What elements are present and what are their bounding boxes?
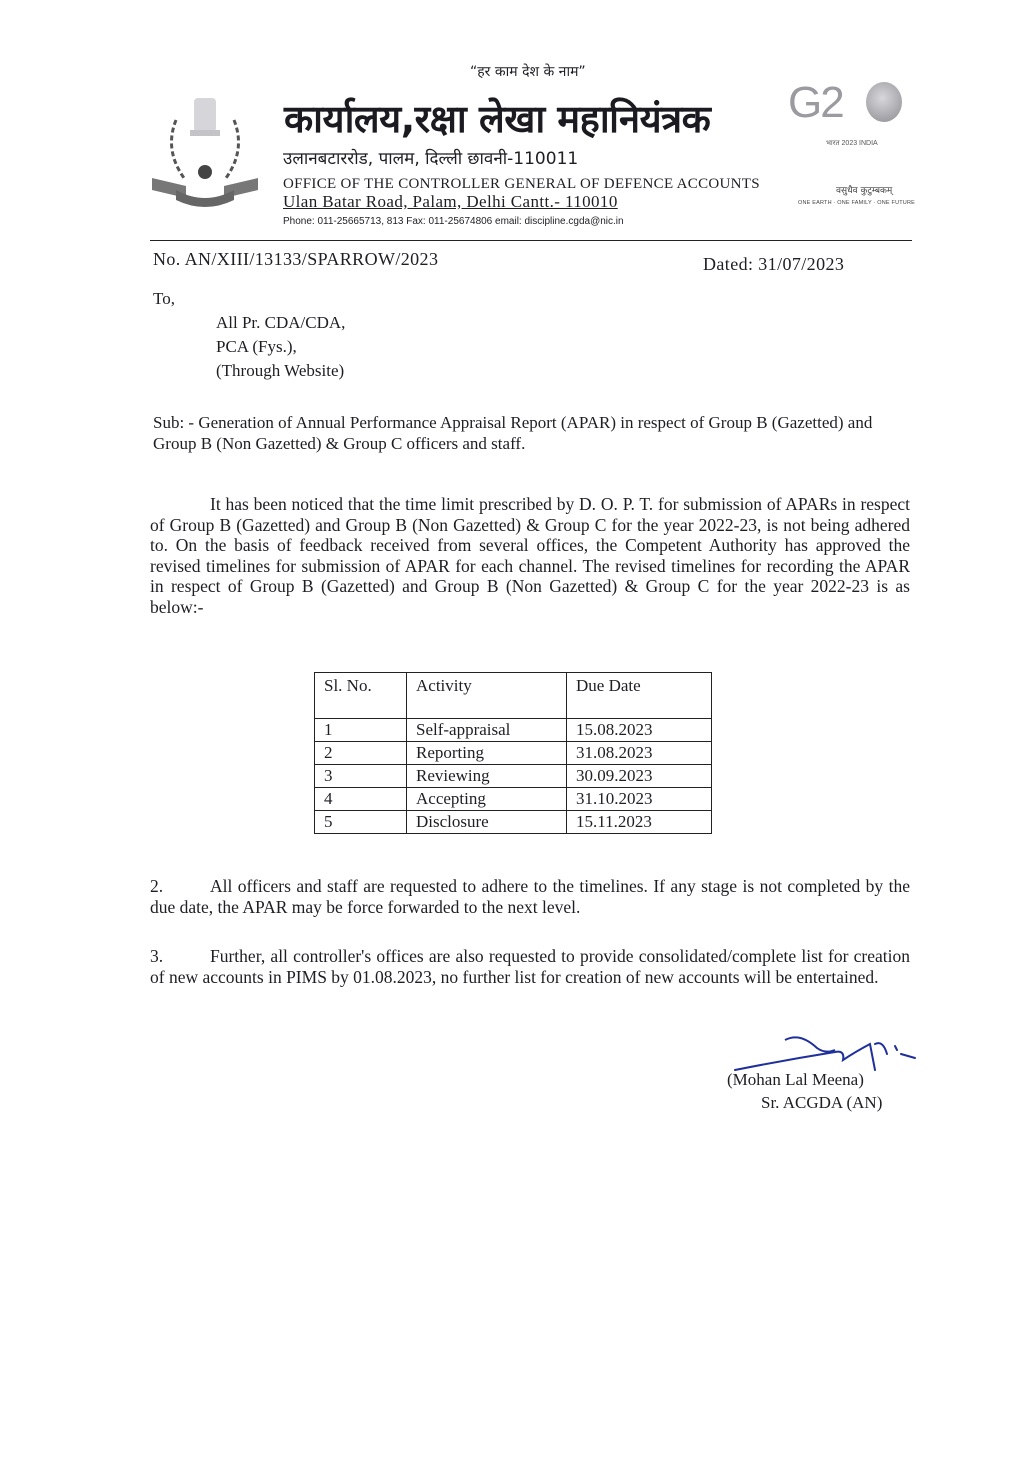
paragraph-1-text: It has been noticed that the time limit prescribed by D. O. P. T. for submission of APARs in respect of Group B (Gazetted) and Group B (Non Gazetted) & Group C for the year 2022-23, is not being adhered to. On the basis of feedback received from several offices, the Competent Authority has approved the revised timelines for submission of APAR for each channel. The revised timelines for recording the APAR in respect of Group B (Gazetted) and Group B (Non Gazetted) & Group C for the year 2022-23 is as below:- bbox=[150, 494, 910, 617]
cell-due-date: 15.11.2023 bbox=[567, 811, 712, 834]
header-due-date: Due Date bbox=[567, 673, 712, 719]
paragraph-2-number: 2. bbox=[150, 876, 164, 896]
header-sl-no: Sl. No. bbox=[315, 673, 407, 719]
to-label: To, bbox=[153, 289, 175, 308]
office-name-english: OFFICE OF THE CONTROLLER GENERAL OF DEFENCE ACCOUNTS bbox=[283, 176, 760, 192]
g20-logo-text: G2 bbox=[788, 78, 843, 127]
signatory-designation: Sr. ACGDA (AN) bbox=[761, 1093, 883, 1112]
office-contact-line: Phone: 011-25665713, 813 Fax: 011-25674806 email: discipline.cgda@nic.in bbox=[283, 216, 624, 227]
paragraph-3-text: Further, all controller's offices are also requested to provide consolidated/complete list for creation of new accounts in PIMS by 01.08.2023, no further list for creation of new accounts will be entertained. bbox=[150, 946, 910, 987]
table-row bbox=[315, 765, 712, 788]
cell-activity: Accepting bbox=[407, 788, 567, 811]
g20-hindi-motto: वसुधैव कुटुम्बकम् bbox=[836, 186, 893, 196]
apar-timeline-table bbox=[314, 672, 712, 834]
cell-activity: Reviewing bbox=[407, 765, 567, 788]
hindi-motto: “हर काम देश के नाम” bbox=[470, 64, 586, 80]
office-address-english: Ulan Batar Road, Palam, Delhi Cantt.- 110010 bbox=[283, 192, 618, 211]
cell-due-date: 15.08.2023 bbox=[567, 719, 712, 742]
table-row bbox=[315, 788, 712, 811]
cell-sl-no: 3 bbox=[315, 765, 407, 788]
paragraph-3-number: 3. bbox=[150, 946, 164, 966]
table-row bbox=[315, 719, 712, 742]
signatory-name: (Mohan Lal Meena) bbox=[727, 1070, 864, 1089]
office-address-hindi: उलानबटाररोड, पालम, दिल्ली छावनी-110011 bbox=[283, 149, 579, 169]
paragraph-2 bbox=[150, 876, 910, 917]
recipient-line: PCA (Fys.), bbox=[216, 337, 297, 356]
header-activity: Activity bbox=[407, 673, 567, 719]
cell-sl-no: 1 bbox=[315, 719, 407, 742]
table-row bbox=[315, 742, 712, 765]
office-title-hindi: कार्यालय,रक्षा लेखा महानियंत्रक bbox=[284, 97, 711, 141]
letter-date: Dated: 31/07/2023 bbox=[703, 254, 845, 274]
cell-sl-no: 4 bbox=[315, 788, 407, 811]
cell-activity: Self-appraisal bbox=[407, 719, 567, 742]
letterhead-divider bbox=[150, 240, 912, 241]
cell-activity: Disclosure bbox=[407, 811, 567, 834]
recipient-line: (Through Website) bbox=[216, 361, 345, 380]
table-row bbox=[315, 811, 712, 834]
g20-motto: ONE EARTH · ONE FAMILY · ONE FUTURE bbox=[798, 200, 916, 206]
reference-number: No. AN/XIII/13133/SPARROW/2023 bbox=[153, 249, 439, 269]
subject-line: Sub: - Generation of Annual Performance Appraisal Report (APAR) in respect of Group B (Gazetted) and Group B (Non Gazetted) & Group C officers and staff. bbox=[153, 413, 873, 453]
paragraph-1 bbox=[150, 494, 910, 617]
table-header-row bbox=[315, 673, 712, 719]
cell-due-date: 31.10.2023 bbox=[567, 788, 712, 811]
recipient-line: All Pr. CDA/CDA, bbox=[216, 313, 346, 332]
cell-activity: Reporting bbox=[407, 742, 567, 765]
paragraph-3 bbox=[150, 946, 910, 987]
paragraph-2-text: All officers and staff are requested to adhere to the timelines. If any stage is not completed by the due date, the APAR may be force forwarded to the next level. bbox=[150, 876, 910, 917]
ministry-emblem-logo bbox=[146, 90, 264, 208]
cell-due-date: 30.09.2023 bbox=[567, 765, 712, 788]
cell-sl-no: 2 bbox=[315, 742, 407, 765]
g20-subtitle: भारत 2023 INDIA bbox=[826, 140, 878, 147]
cell-sl-no: 5 bbox=[315, 811, 407, 834]
cell-due-date: 31.08.2023 bbox=[567, 742, 712, 765]
g20-globe-icon bbox=[866, 82, 902, 122]
